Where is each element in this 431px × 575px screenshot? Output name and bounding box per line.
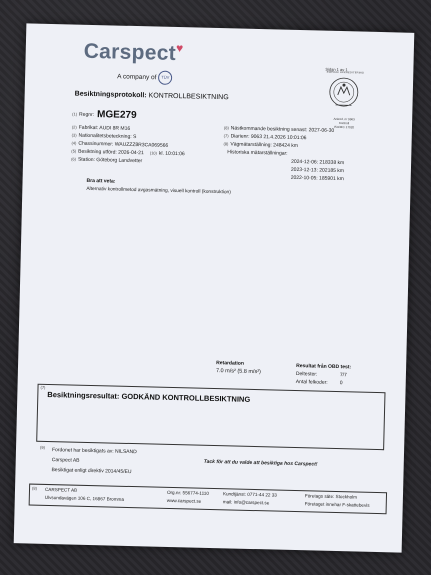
obd-heading: Resultat från OBD test:	[296, 363, 352, 371]
footer-mail: mail: info@carspect.se	[222, 499, 270, 506]
footer-phone: Kundtjänst: 0771-44 22 33	[222, 491, 277, 498]
notes-text: Alternativ kontrollmetod avgasmätning, visuell kontroll (konstruktion)	[86, 186, 231, 196]
field-station: (6) Station: Göteborg Landvetter	[71, 156, 143, 165]
field-nationality: (3) Nationalitetsbeteckning: S	[71, 132, 137, 141]
diarie-number: (7) Diarienr: 9063 21.4.2026 10:01:06	[223, 133, 307, 142]
footer-ftax: Företaget innehar F-skattebevis	[304, 501, 370, 508]
inspection-protocol-document	[14, 23, 415, 552]
reg-number: (1) Regnr: MGE279	[72, 109, 137, 122]
footer-address: Ulvsundavägen 106 C, 16867 Bromma	[44, 494, 125, 502]
field-fabrikat: (2) Fabrikat: AUDI 8R M16	[71, 124, 131, 132]
notes-heading: Bra att veta:	[86, 177, 116, 185]
thanks-message: Tack för att du valde att besiktiga hos Carspect!	[203, 458, 318, 468]
tuv-logo-icon: TÜV	[158, 71, 172, 85]
footer-org: Org.nr: 556774-1110	[166, 489, 210, 496]
footer-seat: Företags säte: Stockholm	[304, 493, 358, 500]
footer-web: www.carspect.se	[166, 497, 202, 504]
heart-icon: ♥	[175, 41, 184, 56]
carspect-logo: Carspect♥	[83, 39, 184, 65]
field-performed: (5) Besiktning utförd: 2026-04-21 (10) kl. 10:01:06	[71, 148, 185, 158]
page-indicator: Sidan 1 av 1	[325, 66, 348, 73]
obd-row: Deltester:	[295, 371, 318, 378]
odometer: (8) Vägmätarställning: 248424 km	[223, 141, 299, 150]
result-number: (7)	[40, 384, 46, 390]
history-row: 2023-12-13: 202185 km	[290, 166, 345, 175]
seal-top-text: SWEDAC ACKREDITERING	[326, 70, 364, 75]
history-row: 2024-12-06: 218338 km	[291, 158, 345, 167]
next-inspection: (8) Nästkommande besiktning senast: 2027-06-30	[223, 125, 335, 134]
inspection-result: Besiktningsresultat: GODKÄND KONTROLLBESIKTNING	[47, 389, 251, 404]
obd-value: 0	[339, 380, 343, 387]
obd-row: Antal felkoder:	[295, 379, 328, 386]
swedac-seal-icon	[326, 75, 361, 116]
company-line: A company of TÜV	[117, 70, 173, 85]
footer-company: CARSPECT AB	[44, 486, 78, 493]
field-chassis: (4) Chassinummer: WAUZZZ8R3CA069566	[71, 140, 169, 149]
history-row: 2022-10-05: 185901 km	[290, 174, 344, 183]
inspector-number: (9)	[39, 444, 46, 450]
protocol-title: Besiktningsprotokoll: KONTROLLBESIKTNING	[74, 90, 229, 102]
footer-number: (8)	[31, 485, 38, 491]
inspector-directive: Besiktigat enligt direktiv 2014/45/EU	[51, 467, 132, 476]
retardation-label: Retardation	[216, 360, 245, 367]
seal-caption: Ackred. nr 9963 Kontroll ISO/IEC 17020	[333, 116, 355, 130]
retardation-value: 7.0 m/s² (5.8 m/s²)	[215, 368, 261, 376]
obd-value: 7/7	[339, 372, 347, 379]
inspector-line: Fordonet har besiktigats av: NILSAND	[51, 447, 137, 456]
inspector-company: Carspect AB	[51, 457, 80, 464]
history-label: Historiska mätarställningar:	[227, 149, 288, 157]
